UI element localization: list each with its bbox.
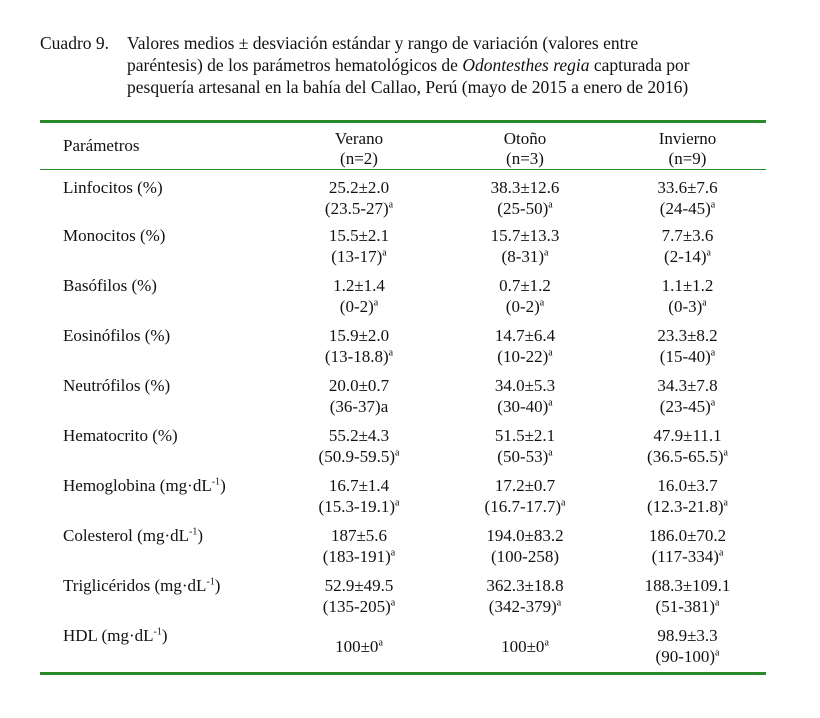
value-cell [609, 220, 766, 270]
range [609, 246, 766, 267]
unit-close: ) [161, 626, 168, 645]
caption-line-3: pesquería artesanal en la bahía del Callao, Perú (mayo de 2015 a enero de 2016) [127, 77, 689, 97]
mean-text: 7.7±3.6 [661, 226, 714, 245]
range-text: (10-22) [497, 347, 549, 366]
mean-sd [441, 575, 609, 596]
mean-sd [609, 177, 766, 198]
mean-text: 52.9±49.5 [324, 576, 394, 595]
range [277, 446, 441, 467]
range-text: (15.3-19.1) [318, 497, 396, 516]
value-cell [277, 320, 441, 370]
range-text: (0-3) [668, 297, 703, 316]
mean-sd [609, 375, 766, 396]
mean-sd [609, 275, 766, 296]
significance-letter: a [373, 297, 379, 309]
significance-letter: a [548, 447, 553, 459]
table-row [40, 370, 766, 420]
table-row [40, 420, 766, 470]
range-text: (0-2) [505, 297, 540, 316]
range [609, 546, 766, 567]
significance-letter: a [544, 247, 549, 259]
season-n: (n=2) [340, 149, 378, 168]
season-name: Otoño [503, 129, 547, 148]
mean-sd [277, 177, 441, 198]
mean-text: 187±5.6 [330, 526, 388, 545]
significance-letter: a [706, 247, 711, 259]
parameter-label: Basófilos (%) [63, 276, 157, 295]
significance-letter: a [548, 347, 553, 359]
range [441, 496, 609, 517]
mean-sd [441, 375, 609, 396]
range [441, 296, 609, 317]
range [609, 596, 766, 617]
table-row [40, 620, 766, 672]
mean-text: 20.0±0.7 [328, 376, 390, 395]
parameter-label: Monocitos (%) [63, 226, 166, 245]
mean-sd [277, 425, 441, 446]
significance-letter: a [548, 199, 553, 211]
value-cell [441, 520, 609, 570]
range [277, 546, 441, 567]
mean-text: 17.2±0.7 [494, 476, 556, 495]
range [277, 496, 441, 517]
mean-text: 47.9±11.1 [653, 426, 722, 445]
mean-text: 14.7±6.4 [494, 326, 556, 345]
value-cell [609, 570, 766, 620]
mean-sd [441, 177, 609, 198]
range [277, 346, 441, 367]
significance-letter: a [710, 347, 716, 359]
range [609, 446, 766, 467]
range-text: (23-45) [659, 397, 711, 416]
mean-sd [441, 525, 609, 546]
unit-close: ) [220, 476, 226, 495]
significance-letter: a [390, 597, 396, 609]
season-n: (n=9) [668, 149, 707, 168]
value-cell [441, 220, 609, 270]
parameter-label: HDL (mg·dL [63, 626, 154, 645]
mean-sd [441, 475, 609, 496]
parameter-label: Colesterol (mg·dL [63, 526, 190, 545]
mean-sd [277, 475, 441, 496]
range [277, 396, 441, 417]
table-row [40, 220, 766, 270]
value-cell [277, 420, 441, 470]
value-cell [441, 320, 609, 370]
range-text: (2-14) [664, 247, 707, 266]
range [441, 396, 609, 417]
range [277, 198, 441, 219]
mean-text: 188.3±109.1 [644, 576, 731, 595]
unit-exponent: -1 [153, 626, 162, 638]
significance-letter: a [388, 347, 394, 359]
parameter-name [40, 370, 277, 420]
header-parametros: Parámetros [63, 136, 140, 155]
value-cell [277, 220, 441, 270]
mean-text: 1.1±1.2 [661, 276, 714, 295]
significance-letter: a [723, 447, 728, 459]
significance-letter: a [395, 497, 400, 509]
range-text: (342-379) [488, 597, 557, 616]
range [441, 246, 609, 267]
mean-sd [609, 525, 766, 546]
mean-sd [441, 425, 609, 446]
range [441, 546, 609, 567]
mean-sd [609, 225, 766, 246]
parameter-name [40, 470, 277, 520]
mean-sd [277, 275, 441, 296]
range-text: (36-37)a [329, 397, 389, 416]
range-text: (13-17) [331, 247, 383, 266]
value-cell [277, 470, 441, 520]
mean-sd [609, 475, 766, 496]
range-text: (51-381) [655, 597, 716, 616]
range-text: (50.9-59.5) [318, 447, 396, 466]
range-text: (24-45) [659, 199, 711, 218]
mean-sd [609, 625, 766, 646]
value-cell [277, 620, 441, 672]
mean-sd [277, 636, 441, 657]
caption-text [127, 32, 766, 98]
table-row [40, 570, 766, 620]
range-text: (30-40) [497, 397, 549, 416]
mean-text: 55.2±4.3 [328, 426, 390, 445]
range [277, 296, 441, 317]
significance-letter: a [710, 199, 716, 211]
parameter-label: Neutrófilos (%) [63, 376, 171, 395]
value-cell [609, 320, 766, 370]
significance-letter: a [561, 497, 566, 509]
mean-text: 186.0±70.2 [648, 526, 727, 545]
mean-sd [277, 525, 441, 546]
mean-sd [277, 575, 441, 596]
parameter-name [40, 620, 277, 672]
data-table-body [40, 170, 766, 672]
range-text: (12.3-21.8) [647, 497, 724, 516]
mean-text: 0.7±1.2 [499, 276, 551, 295]
parameter-name [40, 320, 277, 370]
mean-text: 15.5±2.1 [328, 226, 390, 245]
value-cell [441, 370, 609, 420]
mean-sd [441, 275, 609, 296]
range [441, 446, 609, 467]
table-row [40, 170, 766, 220]
mean-text: 16.7±1.4 [328, 476, 390, 495]
range [609, 646, 766, 667]
parameter-label: Triglicéridos (mg·dL [63, 576, 207, 595]
value-cell [609, 620, 766, 672]
significance-letter: a [388, 199, 394, 211]
value-cell [277, 370, 441, 420]
mean-text: 1.2±1.4 [333, 276, 385, 295]
range-text: (36.5-65.5) [647, 447, 724, 466]
mean-text: 51.5±2.1 [494, 426, 556, 445]
mean-sd [609, 425, 766, 446]
range [609, 296, 766, 317]
range [609, 496, 766, 517]
mean-text: 33.6±7.6 [657, 178, 718, 197]
significance-letter: a [390, 547, 396, 559]
value-cell [277, 170, 441, 220]
range-text: (50-53) [497, 447, 549, 466]
significance-letter: a [544, 637, 549, 649]
value-cell [441, 570, 609, 620]
parameter-label: Eosinófilos (%) [63, 326, 171, 345]
table-row [40, 320, 766, 370]
unit-close: ) [214, 576, 221, 595]
range [277, 246, 441, 267]
range [441, 198, 609, 219]
value-cell [277, 570, 441, 620]
value-cell [609, 420, 766, 470]
significance-letter: a [710, 397, 716, 409]
mean-text: 38.3±12.6 [490, 178, 560, 197]
mean-text: 23.3±8.2 [657, 326, 718, 345]
range-text: (90-100) [655, 647, 716, 666]
value-cell [441, 470, 609, 520]
significance-letter: a [556, 597, 562, 609]
unit-exponent: -1 [189, 526, 198, 538]
mean-sd [609, 575, 766, 596]
range [277, 596, 441, 617]
significance-letter: a [378, 637, 383, 649]
significance-letter: a [702, 297, 707, 309]
mean-text: 194.0±83.2 [486, 526, 564, 545]
value-cell [609, 270, 766, 320]
mean-text: 98.9±3.3 [657, 626, 718, 645]
range-text: (100-258) [491, 547, 559, 566]
caption-label: Cuadro 9. [40, 33, 110, 53]
value-cell [277, 520, 441, 570]
mean-text: 16.0±3.7 [657, 476, 718, 495]
range-text: (13-18.8) [324, 347, 389, 366]
parameter-name [40, 170, 277, 220]
value-cell [609, 370, 766, 420]
header-row [40, 123, 766, 169]
parameter-name [40, 220, 277, 270]
range-text: (183-191) [322, 547, 391, 566]
mean-text: 15.7±13.3 [490, 226, 560, 245]
range-text: (8-31) [501, 247, 545, 266]
table-row [40, 470, 766, 520]
season-name: Invierno [658, 129, 717, 148]
table-row [40, 520, 766, 570]
mean-text: 362.3±18.8 [486, 576, 564, 595]
unit-exponent: -1 [206, 576, 215, 588]
significance-letter: a [539, 297, 545, 309]
caption-line-2-end: capturada por [589, 55, 690, 75]
mean-sd [277, 375, 441, 396]
table-bottom-rule [40, 672, 766, 675]
mean-sd [441, 225, 609, 246]
mean-text: 34.3±7.8 [657, 376, 718, 395]
parameter-label: Hemoglobina (mg·dL [63, 476, 212, 495]
header-invierno [609, 123, 766, 169]
value-cell [277, 270, 441, 320]
range-text: (15-40) [659, 347, 711, 366]
mean-sd [441, 636, 609, 657]
header-verano [277, 123, 441, 169]
range-text: (0-2) [339, 297, 374, 316]
mean-text: 100±0 [501, 637, 545, 656]
value-cell [609, 520, 766, 570]
mean-text: 15.9±2.0 [328, 326, 390, 345]
season-n: (n=3) [506, 149, 544, 168]
range [609, 396, 766, 417]
table-row [40, 270, 766, 320]
mean-text: 34.0±5.3 [494, 376, 556, 395]
range [441, 596, 609, 617]
range [609, 198, 766, 219]
parameter-name [40, 520, 277, 570]
value-cell [609, 470, 766, 520]
season-name: Verano [334, 129, 384, 148]
range-text: (23.5-27) [324, 199, 389, 218]
significance-letter: a [715, 647, 720, 659]
value-cell [441, 270, 609, 320]
value-cell [441, 620, 609, 672]
value-cell [441, 170, 609, 220]
significance-letter: a [395, 447, 400, 459]
unit-exponent: -1 [211, 476, 221, 488]
mean-sd [277, 325, 441, 346]
range [441, 346, 609, 367]
range-text: (117-334) [651, 547, 719, 566]
significance-letter: a [548, 397, 553, 409]
mean-text: 25.2±2.0 [328, 178, 390, 197]
caption-line-2 [127, 54, 766, 76]
mean-sd [441, 325, 609, 346]
significance-letter: a [715, 597, 720, 609]
caption-line-2-start: paréntesis) de los parámetros hematológicos de [127, 55, 463, 75]
header-otono [441, 123, 609, 169]
range-text: (135-205) [322, 597, 391, 616]
parameter-label: Hematocrito (%) [63, 426, 178, 445]
significance-letter: a [382, 247, 387, 259]
parameter-name [40, 420, 277, 470]
parameter-name [40, 570, 277, 620]
significance-letter: a [718, 547, 724, 559]
significance-letter: a [723, 497, 728, 509]
mean-sd [277, 225, 441, 246]
range-text: (16.7-17.7) [484, 497, 562, 516]
data-table [40, 123, 766, 169]
parameter-label: Linfocitos (%) [63, 178, 163, 197]
range [609, 346, 766, 367]
caption-line-1: Valores medios ± desviación estándar y rango de variación (valores entre [127, 33, 639, 53]
unit-close: ) [197, 526, 204, 545]
hematology-table [40, 120, 766, 675]
species-name: Odontesthes regia [462, 55, 590, 75]
value-cell [441, 420, 609, 470]
range-text: (25-50) [497, 199, 549, 218]
parameter-name [40, 270, 277, 320]
mean-text: 100±0 [335, 637, 379, 656]
value-cell [609, 170, 766, 220]
mean-sd [609, 325, 766, 346]
